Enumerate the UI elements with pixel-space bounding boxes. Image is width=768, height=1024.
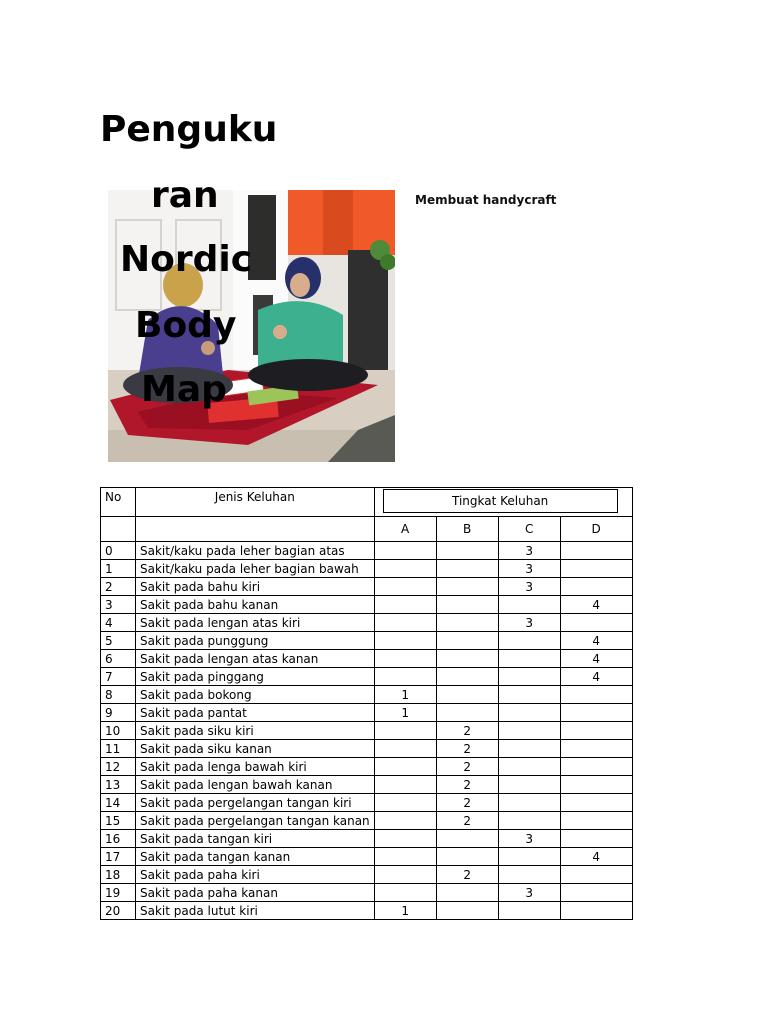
row-level-a	[374, 614, 436, 632]
row-level-c	[498, 812, 560, 830]
page-title-line-3: Nordic	[120, 239, 253, 280]
table-row	[101, 668, 633, 686]
row-level-a	[374, 848, 436, 866]
row-level-c	[498, 794, 560, 812]
table-row	[101, 560, 633, 578]
row-jenis-keluhan: Sakit pada tangan kiri	[136, 830, 375, 848]
page-title-line-1: Penguku	[100, 109, 278, 150]
row-level-b: 2	[436, 866, 498, 884]
row-jenis-keluhan: Sakit/kaku pada leher bagian bawah	[136, 560, 375, 578]
row-level-c: 3	[498, 830, 560, 848]
row-level-a	[374, 758, 436, 776]
row-level-a	[374, 830, 436, 848]
row-no: 6	[101, 650, 136, 668]
header-level-b: B	[436, 517, 498, 542]
row-no: 14	[101, 794, 136, 812]
row-level-b: 2	[436, 758, 498, 776]
table-header-row	[101, 488, 633, 517]
header-no: No	[101, 488, 136, 517]
row-jenis-keluhan: Sakit pada siku kanan	[136, 740, 375, 758]
row-level-b	[436, 668, 498, 686]
row-jenis-keluhan: Sakit pada tangan kanan	[136, 848, 375, 866]
table-row	[101, 848, 633, 866]
table-row	[101, 614, 633, 632]
row-level-d: 4	[560, 668, 632, 686]
table-row	[101, 758, 633, 776]
row-level-d	[560, 740, 632, 758]
row-level-b	[436, 848, 498, 866]
table-row	[101, 902, 633, 920]
row-level-c: 3	[498, 884, 560, 902]
row-level-b: 2	[436, 794, 498, 812]
row-level-c	[498, 632, 560, 650]
row-level-a	[374, 560, 436, 578]
header-level-a: A	[374, 517, 436, 542]
row-level-d	[560, 686, 632, 704]
complaint-table	[100, 487, 633, 920]
table-row	[101, 830, 633, 848]
row-level-d: 4	[560, 650, 632, 668]
page-title-line-5: Map	[141, 369, 227, 410]
row-level-a	[374, 650, 436, 668]
row-level-a	[374, 884, 436, 902]
row-jenis-keluhan: Sakit pada lutut kiri	[136, 902, 375, 920]
row-level-a	[374, 578, 436, 596]
row-level-c	[498, 668, 560, 686]
table-subheader-row	[101, 517, 633, 542]
row-level-c: 3	[498, 614, 560, 632]
table-row	[101, 704, 633, 722]
row-level-b	[436, 884, 498, 902]
header-jenis-keluhan: Jenis Keluhan	[136, 488, 375, 517]
row-level-a	[374, 668, 436, 686]
row-jenis-keluhan: Sakit pada paha kiri	[136, 866, 375, 884]
row-level-d	[560, 902, 632, 920]
row-no: 5	[101, 632, 136, 650]
row-level-b: 2	[436, 740, 498, 758]
row-no: 16	[101, 830, 136, 848]
row-no: 17	[101, 848, 136, 866]
subheader-empty-jenis	[136, 517, 375, 542]
table-row	[101, 884, 633, 902]
row-jenis-keluhan: Sakit pada pergelangan tangan kiri	[136, 794, 375, 812]
header-level-c: C	[498, 517, 560, 542]
row-no: 8	[101, 686, 136, 704]
row-level-b	[436, 542, 498, 560]
table-row	[101, 596, 633, 614]
page-title-line-2: ran	[151, 175, 219, 216]
row-level-b: 2	[436, 776, 498, 794]
row-level-a	[374, 866, 436, 884]
row-level-c	[498, 686, 560, 704]
row-level-d: 4	[560, 596, 632, 614]
row-level-c: 3	[498, 578, 560, 596]
row-level-d	[560, 794, 632, 812]
table-row	[101, 740, 633, 758]
row-level-a: 1	[374, 704, 436, 722]
row-no: 9	[101, 704, 136, 722]
row-no: 3	[101, 596, 136, 614]
row-no: 18	[101, 866, 136, 884]
row-no: 10	[101, 722, 136, 740]
row-level-d	[560, 614, 632, 632]
table-row	[101, 794, 633, 812]
row-level-a	[374, 794, 436, 812]
row-level-b	[436, 686, 498, 704]
row-level-b: 2	[436, 722, 498, 740]
row-level-a	[374, 542, 436, 560]
header-level-d: D	[560, 517, 632, 542]
row-level-b	[436, 704, 498, 722]
row-level-b	[436, 830, 498, 848]
row-level-b	[436, 560, 498, 578]
row-level-a	[374, 596, 436, 614]
row-level-d: 4	[560, 632, 632, 650]
row-level-c	[498, 848, 560, 866]
table-row	[101, 650, 633, 668]
row-jenis-keluhan: Sakit pada bokong	[136, 686, 375, 704]
row-no: 19	[101, 884, 136, 902]
row-level-d	[560, 578, 632, 596]
subheader-empty-no	[101, 517, 136, 542]
table-row	[101, 632, 633, 650]
row-level-a	[374, 632, 436, 650]
row-level-d	[560, 758, 632, 776]
page-title-line-4: Body	[135, 305, 237, 346]
row-jenis-keluhan: Sakit pada pantat	[136, 704, 375, 722]
row-level-d	[560, 704, 632, 722]
row-jenis-keluhan: Sakit pada pinggang	[136, 668, 375, 686]
row-level-c	[498, 740, 560, 758]
row-level-b	[436, 596, 498, 614]
row-no: 7	[101, 668, 136, 686]
table-row	[101, 866, 633, 884]
row-jenis-keluhan: Sakit pada lengan atas kiri	[136, 614, 375, 632]
row-level-c	[498, 722, 560, 740]
row-no: 15	[101, 812, 136, 830]
table-row	[101, 578, 633, 596]
row-level-a	[374, 776, 436, 794]
row-jenis-keluhan: Sakit pada bahu kanan	[136, 596, 375, 614]
row-level-c	[498, 650, 560, 668]
row-jenis-keluhan: Sakit pada paha kanan	[136, 884, 375, 902]
row-no: 13	[101, 776, 136, 794]
row-level-c	[498, 758, 560, 776]
row-level-c: 3	[498, 542, 560, 560]
row-level-d	[560, 830, 632, 848]
row-no: 2	[101, 578, 136, 596]
row-jenis-keluhan: Sakit pada pergelangan tangan kanan	[136, 812, 375, 830]
table-row	[101, 776, 633, 794]
photo-caption: Membuat handycraft	[415, 193, 557, 207]
row-no: 12	[101, 758, 136, 776]
row-level-d	[560, 884, 632, 902]
row-level-c	[498, 902, 560, 920]
row-level-d: 4	[560, 848, 632, 866]
row-level-d	[560, 776, 632, 794]
row-level-c	[498, 596, 560, 614]
row-level-b	[436, 650, 498, 668]
row-jenis-keluhan: Sakit pada lenga bawah kiri	[136, 758, 375, 776]
table-row	[101, 812, 633, 830]
row-no: 11	[101, 740, 136, 758]
row-level-b	[436, 614, 498, 632]
row-level-a	[374, 740, 436, 758]
row-no: 20	[101, 902, 136, 920]
row-level-d	[560, 560, 632, 578]
row-level-a	[374, 812, 436, 830]
row-level-c	[498, 704, 560, 722]
row-jenis-keluhan: Sakit pada punggung	[136, 632, 375, 650]
row-level-a: 1	[374, 902, 436, 920]
row-level-a	[374, 722, 436, 740]
row-level-d	[560, 812, 632, 830]
row-level-b	[436, 578, 498, 596]
row-jenis-keluhan: Sakit pada lengan atas kanan	[136, 650, 375, 668]
table-row	[101, 722, 633, 740]
row-level-d	[560, 722, 632, 740]
row-level-d	[560, 866, 632, 884]
row-jenis-keluhan: Sakit pada bahu kiri	[136, 578, 375, 596]
row-jenis-keluhan: Sakit pada siku kiri	[136, 722, 375, 740]
row-level-c: 3	[498, 560, 560, 578]
row-jenis-keluhan: Sakit/kaku pada leher bagian atas	[136, 542, 375, 560]
row-jenis-keluhan: Sakit pada lengan bawah kanan	[136, 776, 375, 794]
row-level-a: 1	[374, 686, 436, 704]
row-level-b	[436, 632, 498, 650]
row-no: 1	[101, 560, 136, 578]
row-level-d	[560, 542, 632, 560]
row-no: 4	[101, 614, 136, 632]
row-level-c	[498, 866, 560, 884]
table-row	[101, 686, 633, 704]
row-level-b	[436, 902, 498, 920]
header-tingkat-keluhan-cell	[374, 488, 632, 517]
header-tingkat-keluhan: Tingkat Keluhan	[383, 489, 618, 513]
row-no: 0	[101, 542, 136, 560]
row-level-b: 2	[436, 812, 498, 830]
row-level-c	[498, 776, 560, 794]
table-row	[101, 542, 633, 560]
